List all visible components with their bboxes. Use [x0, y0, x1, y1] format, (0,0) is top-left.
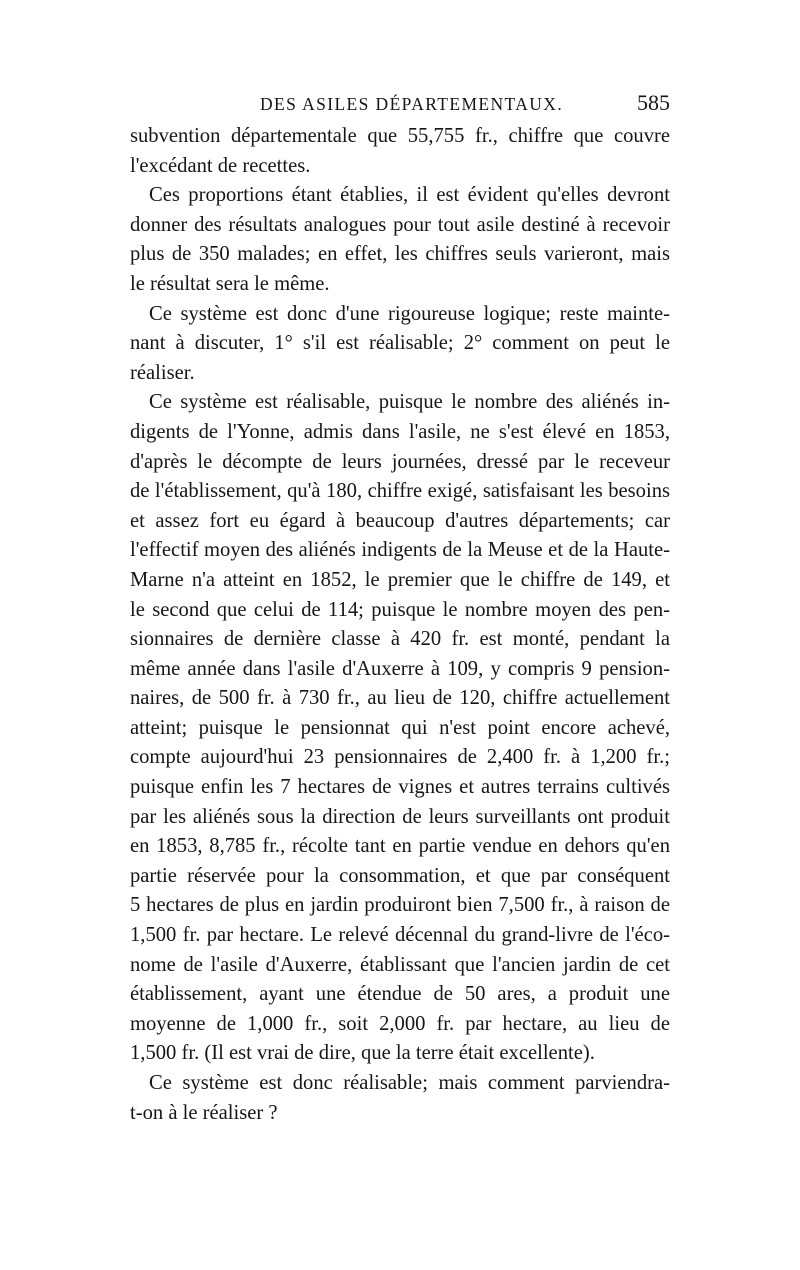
body-text	[130, 122, 670, 1128]
text-line: sionnaires de dernière classe à 420 fr. est monté, pendant la	[130, 628, 670, 651]
text-line: donner des résultats analogues pour tout asile destiné à recevoir	[130, 213, 670, 236]
text-line: t-on à le réaliser ?	[130, 1101, 278, 1124]
text-line: 1,500 fr. (Il est vrai de dire, que la terre était excellente).	[130, 1042, 595, 1065]
page-number: 585	[637, 90, 670, 115]
text-line: puisque enfin les 7 hectares de vignes et autres terrains cultivés	[130, 776, 670, 799]
text-line: atteint; puisque le pensionnat qui n'est point encore achevé,	[130, 716, 670, 739]
text-line: Ce système est donc d'une rigoureuse logique; reste mainte-	[149, 302, 670, 325]
text-line: subvention départementale que 55,755 fr., chiffre que couvre	[130, 125, 670, 147]
text-line: Ce système est donc réalisable; mais comment parviendra-	[149, 1072, 670, 1094]
text-line: établissement, ayant une étendue de 50 ares, a produit une	[130, 983, 670, 1006]
text-line: naires, de 500 fr. à 730 fr., au lieu de 120, chiffre actuellement	[130, 687, 670, 710]
text-line: nant à discuter, 1° s'il est réalisable; 2° comment on peut le	[130, 332, 670, 355]
text-line: et assez fort eu égard à beaucoup d'autres départements; car	[130, 509, 670, 532]
text-line: moyenne de 1,000 fr., soit 2,000 fr. par hectare, au lieu de	[130, 1012, 670, 1035]
text-line: réaliser.	[130, 361, 195, 384]
text-line: nome de l'asile d'Auxerre, établissant que l'ancien jardin de cet	[130, 953, 670, 976]
text-line: digents de l'Yonne, admis dans l'asile, ne s'est élevé en 1853,	[130, 420, 670, 443]
text-line: l'excédant de recettes.	[130, 154, 311, 177]
text-line: Ces proportions étant établies, il est évident qu'elles devront	[149, 184, 670, 207]
text-line: d'après le décompte de leurs journées, dressé par le receveur	[130, 450, 670, 473]
text-line: Ce système est réalisable, puisque le nombre des aliénés in-	[149, 391, 670, 414]
text-line: compte aujourd'hui 23 pensionnaires de 2,400 fr. à 1,200 fr.;	[130, 746, 670, 769]
text-line: 5 hectares de plus en jardin produiront bien 7,500 fr., à raison de	[130, 894, 670, 917]
text-line: partie réservée pour la consommation, et que par conséquent	[130, 864, 670, 887]
text-line: 1,500 fr. par hectare. Le relevé décennal du grand-livre de l'éco-	[130, 924, 670, 947]
text-line: le résultat sera le même.	[130, 272, 330, 295]
running-head	[130, 90, 670, 120]
text-line: de l'établissement, qu'à 180, chiffre exigé, satisfaisant les besoins	[130, 480, 670, 503]
text-line: Marne n'a atteint en 1852, le premier que le chiffre de 149, et	[130, 568, 670, 591]
text-line: plus de 350 malades; en effet, les chiffres seuls varieront, mais	[130, 243, 670, 266]
text-line: même année dans l'asile d'Auxerre à 109, y compris 9 pension-	[130, 657, 670, 680]
text-line: le second que celui de 114; puisque le nombre moyen des pen-	[130, 598, 670, 621]
text-line: par les aliénés sous la direction de leurs surveillants ont produit	[130, 805, 670, 828]
running-title: DES ASILES DÉPARTEMENTAUX.	[260, 94, 564, 114]
text-line: en 1853, 8,785 fr., récolte tant en partie vendue en dehors qu'en	[130, 835, 670, 858]
text-line: l'effectif moyen des aliénés indigents de la Meuse et de la Haute-	[130, 539, 670, 562]
